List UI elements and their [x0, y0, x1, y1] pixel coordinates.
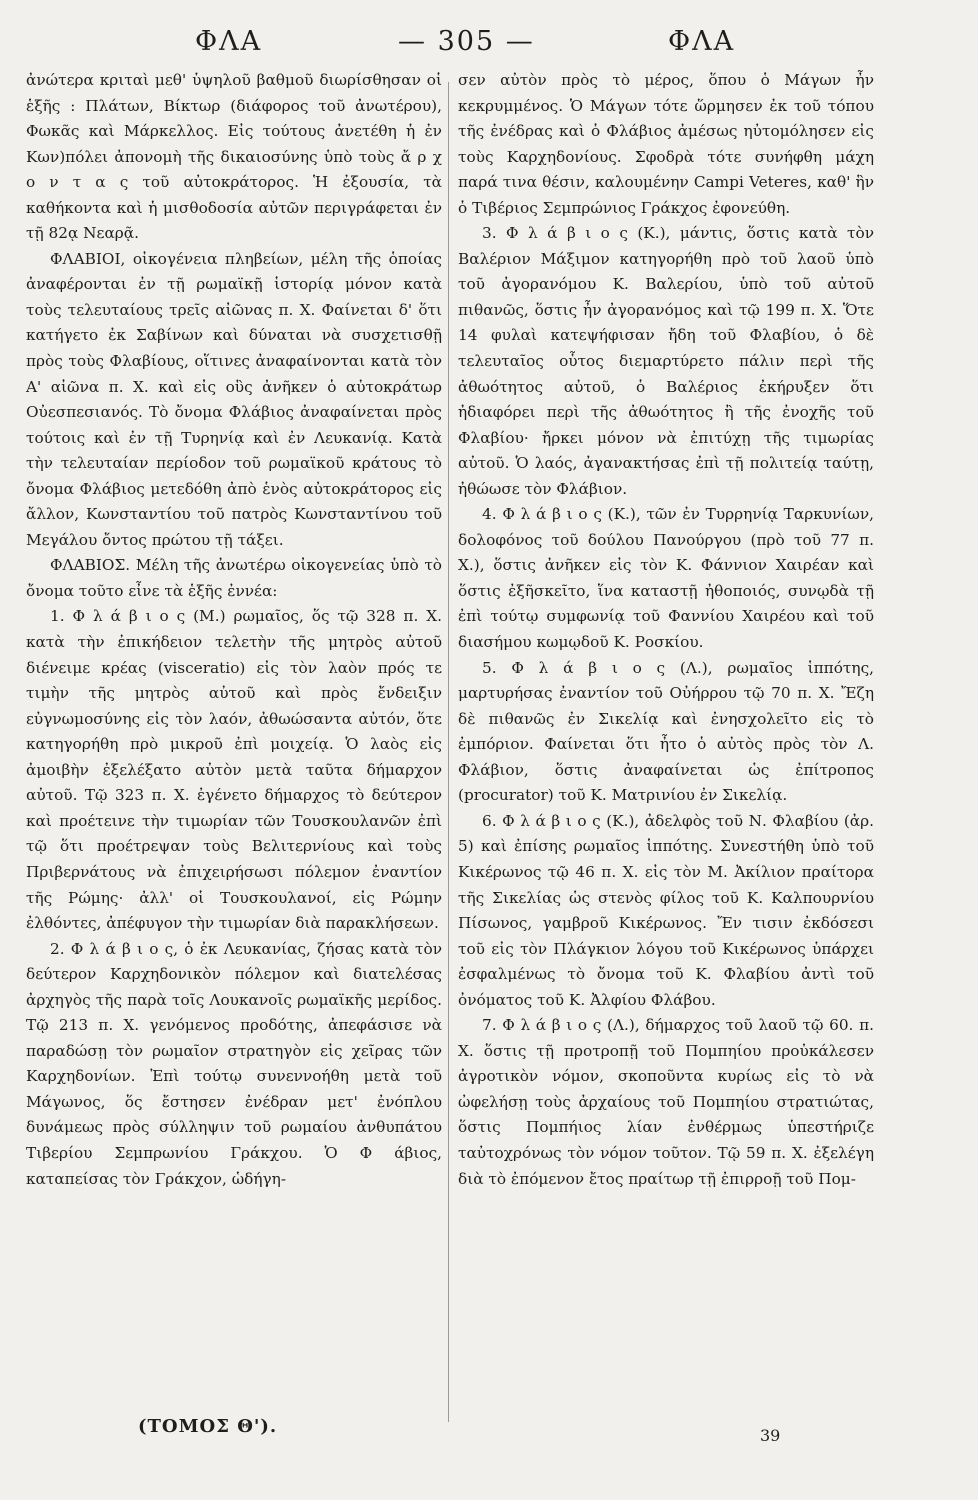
page-number: — 305 — [398, 26, 535, 57]
left-column [26, 68, 442, 1192]
entry-flavios-6: 6. Φ λ ά β ι ο ς (Κ.), ἀδελφὸς τοῦ Ν. Φλαβίου (ἀρ. 5) καὶ ἐπίσης ρωμαῖος ἱππότης. Συνεστήθη ὑπὸ τοῦ Κικέρωνος τῷ 46 π. Χ. εἰς τὸν Μ. Ἀκίλιον πραίτορα τῆς Σικελίας ὡς στενὸς φίλος τοῦ Κ. Καλπουρνίου Πίσωνος, γαμβροῦ Κικέρωνος. Ἔν τισιν ἐκδόσεσι τοῦ εἰς τὸν Πλάγκιον λόγου τοῦ Κικέρωνος ὑπάρχει ἐσφαλμένως τὸ ὄνομα τοῦ Κ. Φλαβίου ἀντὶ τοῦ ὀνόματος τοῦ Κ. Ἀλφίου Φλάβου. [458, 811, 874, 1009]
paragraph: ἀνώτερα κριταὶ μεθ' ὑψηλοῦ βαθμοῦ διωρίσθησαν οἱ ἑξῆς : Πλάτων, Βίκτωρ (διάφορος τοῦ ἀνωτέρου), Φωκᾶς καὶ Μάρκελλος. Εἰς τούτους ἀνετέθη ἡ ἐν Κων)πόλει ἀπονομὴ τῆς δικαιοσύνης ὑπὸ τοὺς ἄ ρ χ ο ν τ α ς τοῦ αὐτοκράτορος. Ἡ ἐξουσία, τὰ καθήκοντα καὶ ἡ μισθοδοσία αὐτῶν περιγράφεται ἐν τῇ 82ᾳ Νεαρᾷ. [26, 71, 442, 243]
signature-number: 39 [760, 1426, 781, 1445]
header-left: ΦΛΑ [195, 26, 263, 57]
volume-label: (ΤΟΜΟΣ Θ'). [138, 1416, 278, 1437]
entry-flavios-2: 2. Φ λ ά β ι ο ς, ὁ ἐκ Λευκανίας, ζήσας κατὰ τὸν δεύτερον Καρχηδονικὸν πόλεμον καὶ διατελέσας ἀρχηγὸς τῆς παρὰ τοῖς Λουκανοῖς ρωμαϊκῆς μερίδος. Τῷ 213 π. Χ. γενόμενος προδότης, ἀπεφάσισε νὰ παραδώσῃ τὸν ρωμαῖον στρατηγὸν εἰς χεῖρας τῶν Καρχηδονίων. Ἐπὶ τούτῳ συνεννοήθη μετὰ τοῦ Μάγωνος, ὅς ἔστησεν ἐνέδραν μετ' ἐνόπλου δυνάμεως πρὸς σύλληψιν τοῦ ρωμαίου ἀνθυπάτου Τιβερίου Σεμπρωνίου Γράκχου. Ὁ Φ άβιος, καταπείσας τὸν Γράκχον, ὡδήγη- [26, 939, 442, 1188]
entry-flavios-4: 4. Φ λ ά β ι ο ς (Κ.), τῶν ἐν Τυρρηνίᾳ Ταρκυνίων, δολοφόνος τοῦ δούλου Πανούργου (πρὸ τοῦ 77 π. Χ.), ὅστις ἀνῆκεν εἰς τὸν Κ. Φάννιον Χαιρέαν καὶ ὅστις ἐξῆσκεῖτο, ἵνα καταστῇ ἠθοποιός, συνῳδὰ τῇ ἐπὶ τούτῳ συμφωνίᾳ τοῦ Φαννίου Χαιρέου καὶ τοῦ διασήμου κωμῳδοῦ Κ. Ροσκίου. [458, 505, 874, 652]
entry-flavioi: ΦΛΑΒΙΟΙ, οἰκογένεια πληβείων, μέλη τῆς ὁποίας ἀναφέρονται ἐν τῇ ρωμαϊκῇ ἱστορίᾳ μόνον κατὰ τοὺς τελευταίους τρεῖς αἰῶνας π. Χ. Φαίνεται δ' ὅτι κατήγετο ἐκ Σαβίνων καὶ δύναται νὰ συσχετισθῇ πρὸς τοὺς Φλαβίους, οἵτινες ἀναφαίνονται κατὰ τὸν Α' αἰῶνα π. Χ. καὶ εἰς οὓς ἀνῆκεν ὁ αὐτοκράτωρ Οὐεσπεσιανός. Τὸ ὄνομα Φλάβιος ἀναφαίνεται πρὸς τούτοις καὶ ἐν τῇ Τυρηνίᾳ καὶ ἐν Λευκανίᾳ. Κατὰ τὴν τελευταίαν περίοδον τοῦ ρωμαϊκοῦ κράτους τὸ ὄνομα Φλάβιος μετεδόθη ἀπὸ ἑνὸς αὐτοκράτορος εἰς ἄλλον, Κωνσταντίου τοῦ πατρὸς Κωνσταντίνου τοῦ Μεγάλου ὄντος πρώτου τῇ τάξει. [26, 249, 442, 549]
column-divider [448, 82, 449, 1422]
entry-flavios-7: 7. Φ λ ά β ι ο ς (Λ.), δήμαρχος τοῦ λαοῦ τῷ 60. π. Χ. ὅστις τῇ προτροπῇ τοῦ Πομπηίου προὐκάλεσεν ἀγροτικὸν νόμον, σκοποῦντα κυρίως εἰς τὸ νὰ ὠφελήσῃ τοὺς ἀρχαίους τοῦ Πομπηίου στρατιώτας, ὅστις Πομπήιος λίαν ἐνθέρμως ὑπεστήριζε ταὐτοχρόνως τὸν νόμον τοῦτον. Τῷ 59 π. Χ. ἐξελέγη διὰ τὸ ἐπόμενον ἔτος πραίτωρ τῇ ἐπιρροῇ τοῦ Πομ- [458, 1016, 874, 1188]
paragraph: σεν αὐτὸν πρὸς τὸ μέρος, ὅπου ὁ Μάγων ἦν κεκρυμμένος. Ὁ Μάγων τότε ὥρμησεν ἐκ τοῦ τόπου τῆς ἐνέδρας καὶ ὁ Φλάβιος ἀμέσως ηὐτομόλησεν εἰς τοὺς Καρχηδονίους. Σφοδρὰ τότε συνήφθη μάχη παρά τινα θέσιν, καλουμένην Campi Veteres, καθ' ἣν ὁ Τιβέριος Σεμπρώνιος Γράκχος ἐφονεύθη. [458, 71, 874, 217]
page-header [0, 26, 978, 70]
entry-flavios-3: 3. Φ λ ά β ι ο ς (Κ.), μάντις, ὅστις κατὰ τὸν Βαλέριον Μάξιμον κατηγορήθη πρὸ τοῦ λαοῦ ὑπὸ τοῦ ἀγορανόμου Κ. Βαλερίου, ὑπὸ τοῦ αὐτοῦ πιθανῶς, ὅστις ἦν ἀγορανόμος καὶ τῷ 199 π. Χ. Ὅτε 14 φυλαὶ κατεψήφισαν ἤδη τοῦ Φλαβίου, ὁ δὲ τελευταῖος οὗτος διεμαρτύρετο πάλιν περὶ τῆς ἀθωότητος αὐτοῦ, ὁ Βαλέριος ἐκήρυξεν ὅτι ἠδιαφόρει περὶ τῆς ἀθωότητος ἢ τῆς ἐνοχῆς τοῦ Φλαβίου· ἤρκει μόνον νὰ ἐπιτύχῃ τῆς τιμωρίας αὐτοῦ. Ὁ λαός, ἀγανακτήσας ἐπὶ τῇ πολιτείᾳ ταύτῃ, ἠθώωσε τὸν Φλάβιον. [458, 224, 874, 498]
header-right: ΦΛΑ [668, 26, 736, 57]
entry-flavios-5: 5. Φ λ ά β ι ο ς (Λ.), ρωμαῖος ἱππότης, μαρτυρήσας ἐναντίον τοῦ Οὐήρρου τῷ 70 π. Χ. Ἔζη δὲ πιθανῶς ἐν Σικελίᾳ καὶ ἐνησχολεῖτο εἰς τὸ ἐμπόριον. Φαίνεται ὅτι ἦτο ὁ αὐτὸς πρὸς τὸν Λ. Φλάβιον, ὅστις ἀναφαίνεται ὡς ἐπίτροπος (procurator) τοῦ Κ. Ματρινίου ἐν Σικελίᾳ. [458, 658, 874, 805]
right-column [458, 68, 874, 1192]
entry-flavios: ΦΛΑΒΙΟΣ. Μέλη τῆς ἀνωτέρω οἰκογενείας ὑπὸ τὸ ὄνομα τοῦτο εἶνε τὰ ἑξῆς ἐννέα: [26, 556, 442, 600]
entry-flavios-1: 1. Φ λ ά β ι ο ς (Μ.) ρωμαῖος, ὅς τῷ 328 π. Χ. κατὰ τὴν ἐπικήδειον τελετὴν τῆς μητρὸς αὐτοῦ διένειμε κρέας (visceratio) εἰς τὸν λαὸν πρός τε τιμὴν τῆς μητρὸς αὐτοῦ καὶ πρὸς ἔνδειξιν εὐγνωμοσύνης εἰς τὸν λαόν, ἀθωώσαντα αὐτόν, ὅτε κατηγορήθη πρὸ μικροῦ ἐπὶ μοιχείᾳ. Ὁ λαὸς εἰς ἀμοιβὴν ἐξελέξατο αὐτὸν μετὰ ταῦτα δήμαρχον αὐτοῦ. Τῷ 323 π. Χ. ἐγένετο δήμαρχος τὸ δεύτερον καὶ προέτεινε τὴν τιμωρίαν τῶν Τουσκουλανῶν ἐπὶ τῷ ὅτι προέτρεψαν τοὺς Βελιτερνίους καὶ τοὺς Πριβερνάτους νὰ ἐπιχειρήσωσι πόλεμον ἐναντίον τῆς Ρώμης· ἀλλ' οἱ Τουσκουλανοί, εἰς Ρώμην ἐλθόντες, ἀπέφυγον τὴν τιμωρίαν διὰ παρακλήσεων. [26, 607, 442, 933]
